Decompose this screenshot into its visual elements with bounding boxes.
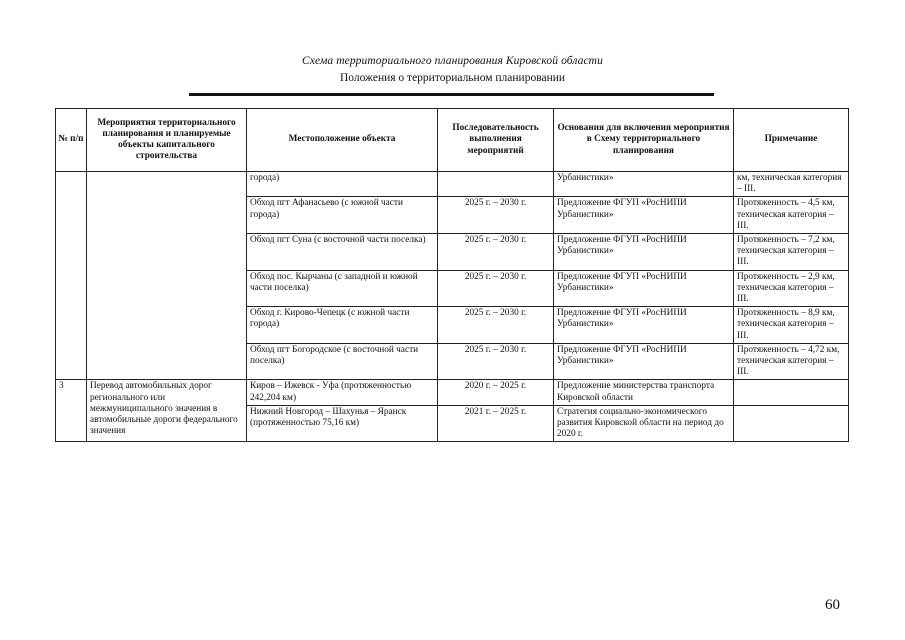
planning-table (55, 108, 849, 442)
note-cell (734, 405, 849, 442)
table-header-row (56, 109, 849, 172)
note-cell: Протяженность – 4,5 км, техническая категория – III. (734, 197, 849, 234)
sequence-cell (438, 172, 554, 197)
table-row (56, 380, 849, 405)
column-header-note: Примечание (734, 109, 849, 172)
page-number: 60 (825, 597, 840, 613)
basis-cell: Предложение ФГУП «РосНИПИ Урбанистики» (554, 343, 734, 380)
document-subtitle: Положения о территориальном планировании (339, 72, 566, 84)
column-header-number: № п/п (56, 109, 87, 172)
table-row (56, 172, 849, 197)
sequence-cell: 2020 г. – 2025 г. (438, 380, 554, 405)
sequence-cell: 2025 г. – 2030 г. (438, 307, 554, 344)
column-header-measure: Мероприятия территориального планирования и планируемые объекты капитального строительства (87, 109, 247, 172)
sequence-cell: 2025 г. – 2030 г. (438, 197, 554, 234)
note-cell: Протяженность – 7,2 км, техническая категория – III. (734, 234, 849, 271)
note-cell: Протяженность – 8,9 км, техническая категория – III. (734, 307, 849, 344)
location-cell: Киров – Ижевск - Уфа (протяженностью 242,204 км) (247, 380, 438, 405)
basis-cell: Предложение ФГУП «РосНИПИ Урбанистики» (554, 197, 734, 234)
basis-cell: Предложение ФГУП «РосНИПИ Урбанистики» (554, 270, 734, 307)
basis-cell: Предложение ФГУП «РосНИПИ Урбанистики» (554, 307, 734, 344)
basis-cell: Урбанистики» (554, 172, 734, 197)
number-cell: 3 (56, 380, 87, 442)
column-header-sequence: Последовательность выполнения мероприятий (438, 109, 554, 172)
column-header-basis: Основания для включения мероприятия в Схему территориального планирования (554, 109, 734, 172)
sequence-cell: 2021 г. – 2025 г. (438, 405, 554, 442)
location-cell: Обход пгт Богородское (с восточной части поселка) (247, 343, 438, 380)
note-cell: Протяженность – 4,72 км, техническая категория – III. (734, 343, 849, 380)
basis-cell: Предложение ФГУП «РосНИПИ Урбанистики» (554, 234, 734, 271)
header-divider (189, 93, 714, 96)
location-cell: Обход пос. Кырчаны (с западной и южной части поселка) (247, 270, 438, 307)
note-cell (734, 380, 849, 405)
measure-cell (87, 172, 247, 380)
location-cell: Обход пгт Суна (с восточной части поселка) (247, 234, 438, 271)
location-cell: Обход пгт Афанасьево (с южной части города) (247, 197, 438, 234)
sequence-cell: 2025 г. – 2030 г. (438, 270, 554, 307)
sequence-cell: 2025 г. – 2030 г. (438, 343, 554, 380)
note-cell: км, техническая категория – III. (734, 172, 849, 197)
note-cell: Протяженность – 2,9 км, техническая категория – III. (734, 270, 849, 307)
measure-cell: Перевод автомобильных дорог регионального или межмуниципального значения в автомобильные дороги федерального значения (87, 380, 247, 442)
basis-cell: Предложение министерства транспорта Кировской области (554, 380, 734, 405)
column-header-location: Местоположение объекта (247, 109, 438, 172)
location-cell: города) (247, 172, 438, 197)
document-title: Схема территориального планирования Кировской области (302, 55, 603, 67)
sequence-cell: 2025 г. – 2030 г. (438, 234, 554, 271)
number-cell (56, 172, 87, 380)
location-cell: Обход г. Кирово-Чепецк (с южной части города) (247, 307, 438, 344)
basis-cell: Стратегия социально-экономического развития Кировской области на период до 2020 г. (554, 405, 734, 442)
location-cell: Нижний Новгород – Шахунья – Яранск (протяженностью 75,16 км) (247, 405, 438, 442)
